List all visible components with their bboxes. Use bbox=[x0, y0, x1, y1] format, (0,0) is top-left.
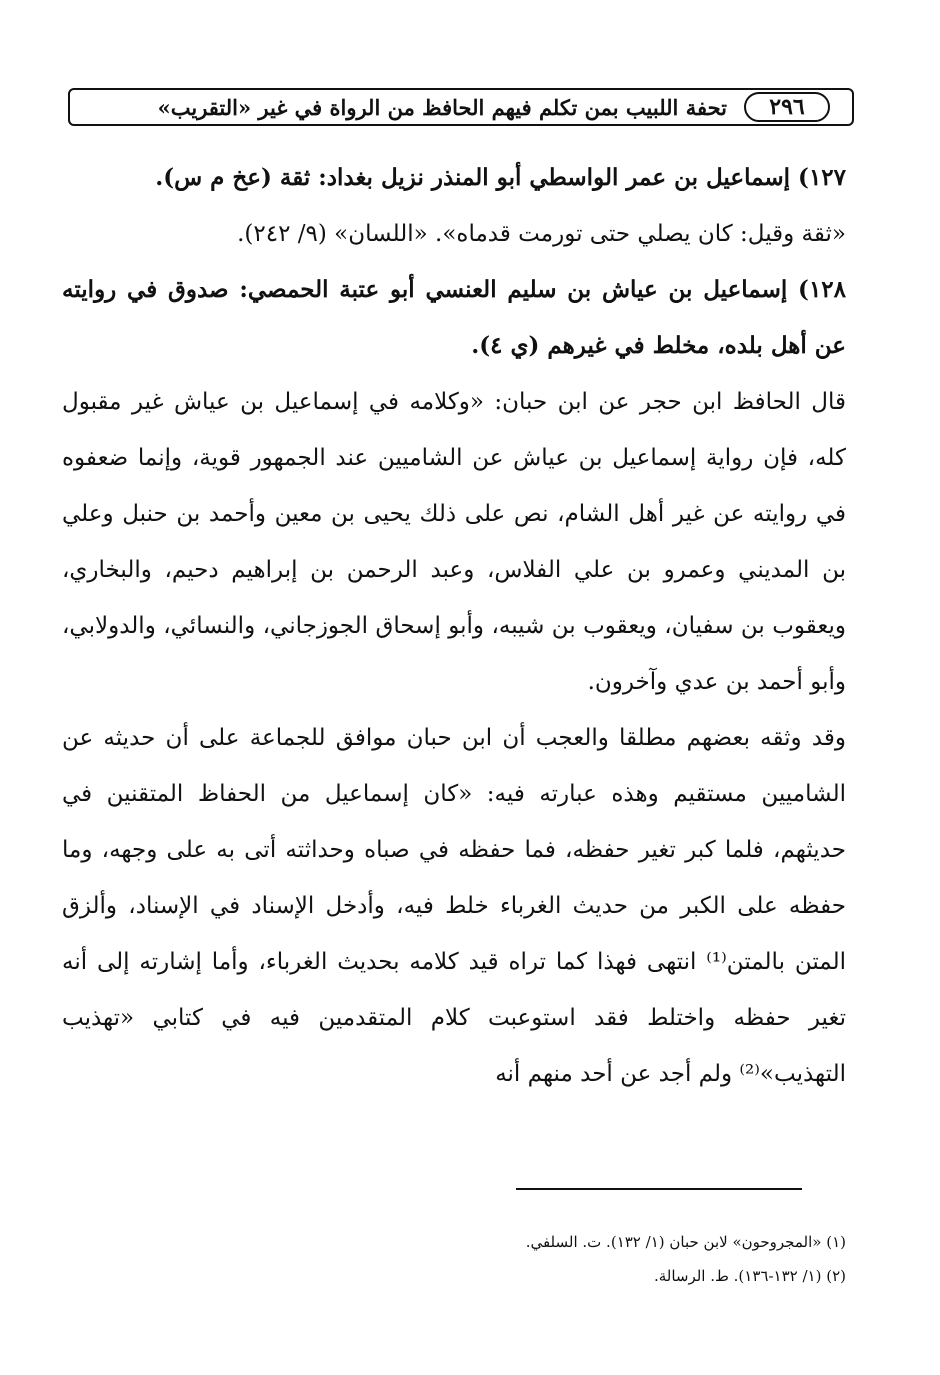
entry-128: ١٢٨) إسماعيل بن عياش بن سليم العنسي أبو عتبة الحمصي: صدوق في روايته عن أهل بلده، مخلط في غيرهم (ي ٤). bbox=[62, 276, 846, 359]
footnotes bbox=[300, 1225, 846, 1293]
page-number: ٢٩٦ bbox=[744, 92, 830, 122]
paragraph: وقد وثقه بعضهم مطلقا والعجب أن ابن حبان موافق للجماعة على أن حديثه عن الشاميين مستقيم وهذه عبارته فيه: «كان إسماعيل من الحفاظ المتقنين في حديثهم، فلما كبر تغير حفظه، فما حفظه في صباه وحداثته أتى به على وجهه، وما حفظه على الكبر من حديث الغرباء خلط فيه، وأدخل الإسناد في الإسناد، وألزق المتن بالمتن⁽¹⁾ انتهى فهذا كما تراه قيد كلامه بحديث الغرباء، وأما إشارته إلى أنه تغير حفظه واختلط فقد استوعبت كلام المتقدمين فيه في كتابي «تهذيب التهذيب»⁽²⁾ ولم أجد عن أحد منهم أنه bbox=[62, 725, 846, 1087]
footnote-separator bbox=[516, 1188, 802, 1190]
main-text bbox=[62, 150, 846, 1102]
entry-127: ١٢٧) إسماعيل بن عمر الواسطي أبو المنذر نزيل بغداد: ثقة (عخ م س). bbox=[155, 164, 846, 191]
entry-127-note: «ثقة وقيل: كان يصلي حتى تورمت قدماه». «اللسان» (٩/ ٢٤٢). bbox=[237, 221, 846, 247]
running-header bbox=[68, 88, 854, 126]
header-title: تحفة اللبيب بمن تكلم فيهم الحافظ من الرواة في غير «التقريب» bbox=[157, 95, 727, 120]
footnote-2: (٢) (١/ ١٣٢-١٣٦). ط. الرسالة. bbox=[653, 1267, 846, 1285]
footnote-1: (١) «المجروحون» لابن حبان (١/ ١٣٢). ت. السلفي. bbox=[525, 1233, 846, 1251]
paragraph: قال الحافظ ابن حجر عن ابن حبان: «وكلامه في إسماعيل بن عياش غير مقبول كله، فإن رواية إسماعيل بن عياش عن الشاميين عند الجمهور قوية، وإنما ضعفوه في روايته عن غير أهل الشام، نص على ذلك يحيى بن معين وأحمد بن حنبل وعلي بن المديني وعمرو بن علي الفلاس، وعبد الرحمن بن إبراهيم دحيم، والبخاري، ويعقوب بن سفيان، ويعقوب بن شيبه، وأبو إسحاق الجوزجاني، والنسائي، والدولابي، وأبو أحمد بن عدي وآخرون. bbox=[62, 389, 846, 695]
